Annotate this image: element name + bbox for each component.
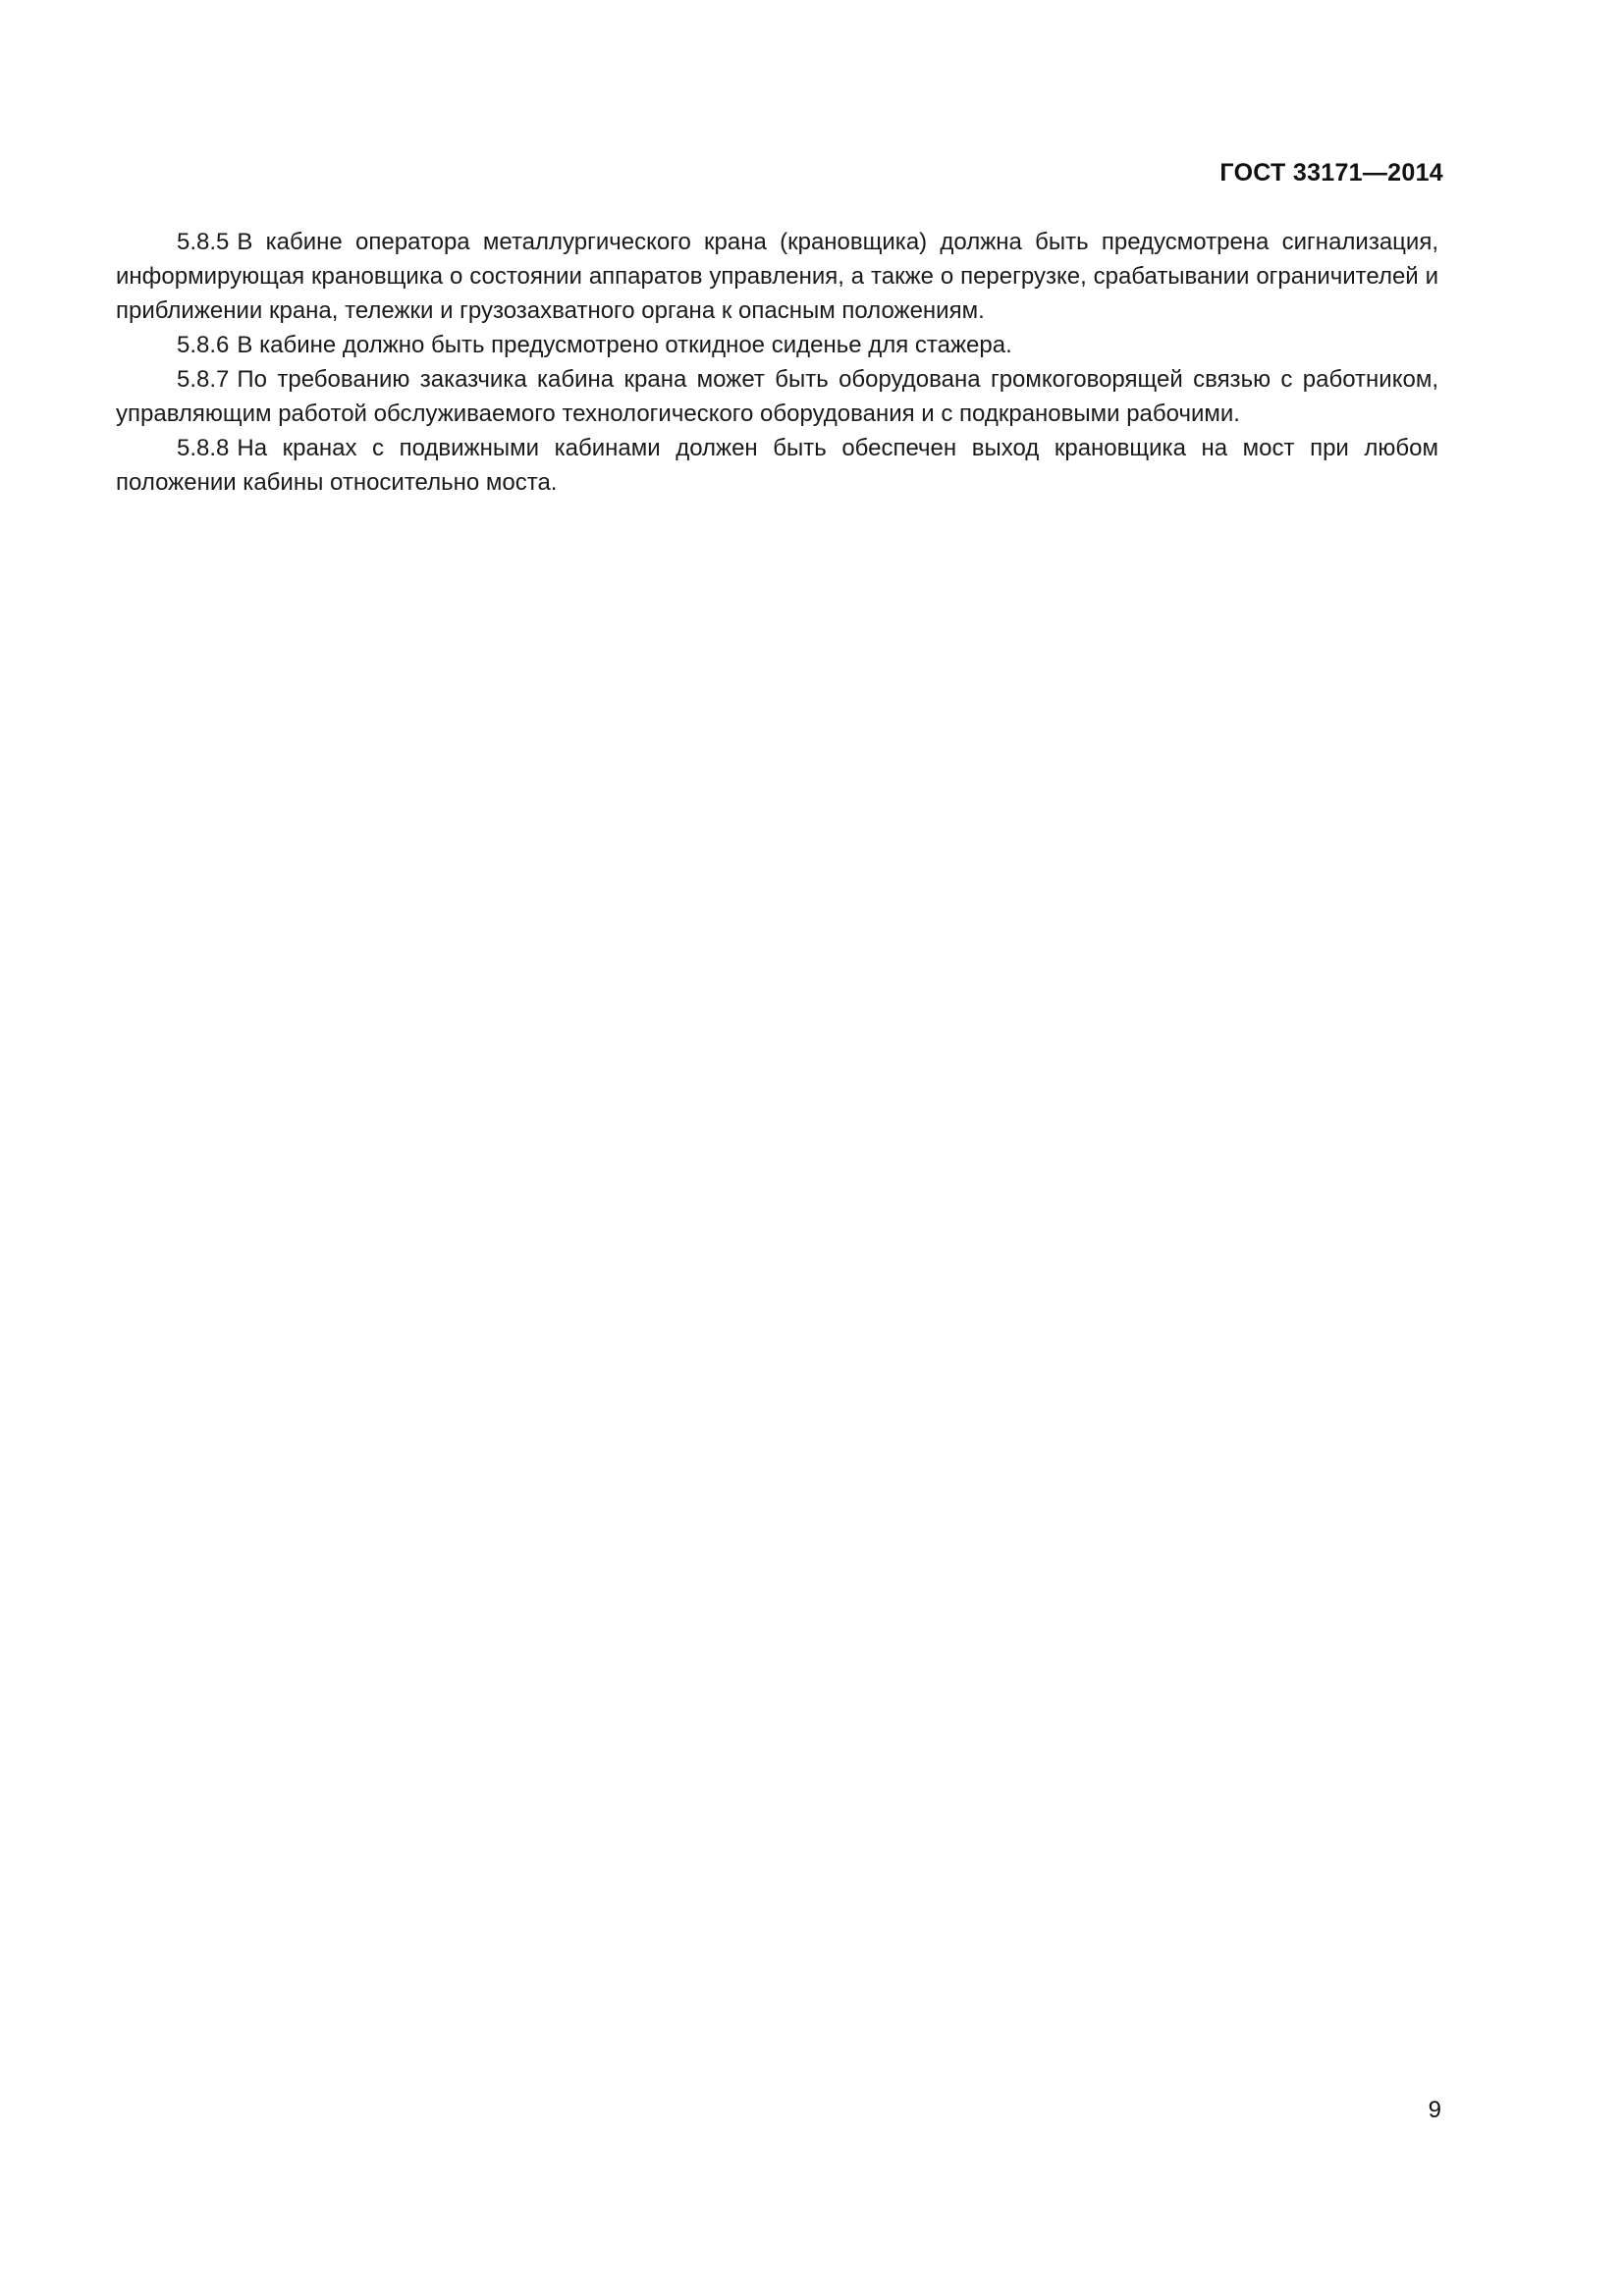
paragraph-text: В кабине должно быть предусмотрено откидное сиденье для стажера. <box>237 332 1012 358</box>
paragraph-text: В кабине оператора металлургического крана (крановщика) должна быть предусмотрена сигнализация, информирующая крановщика о состоянии аппаратов управления, а также о перегрузке, срабатывании ограничителей и приближении крана, тележки и грузозахватного органа к опасным положениям. <box>116 229 1438 324</box>
paragraph-text: По требованию заказчика кабина крана может быть оборудована громкоговорящей связью с работником, управляющим работой обслуживаемого технологического оборудования и с подкрановыми рабочими. <box>116 366 1438 427</box>
paragraph-5-8-7 <box>116 362 1438 431</box>
paragraph-number: 5.8.8 <box>177 435 230 461</box>
paragraph-number: 5.8.7 <box>177 366 230 393</box>
document-body <box>116 225 1438 500</box>
page-number: 9 <box>1428 2097 1441 2123</box>
paragraph-5-8-8 <box>116 431 1438 500</box>
paragraph-5-8-6 <box>116 328 1438 362</box>
paragraph-number: 5.8.6 <box>177 332 230 358</box>
paragraph-5-8-5 <box>116 225 1438 328</box>
paragraph-number: 5.8.5 <box>177 229 230 255</box>
document-header-standard: ГОСТ 33171—2014 <box>1219 159 1443 187</box>
paragraph-text: На кранах с подвижными кабинами должен быть обеспечен выход крановщика на мост при любом положении кабины относительно моста. <box>116 435 1438 496</box>
